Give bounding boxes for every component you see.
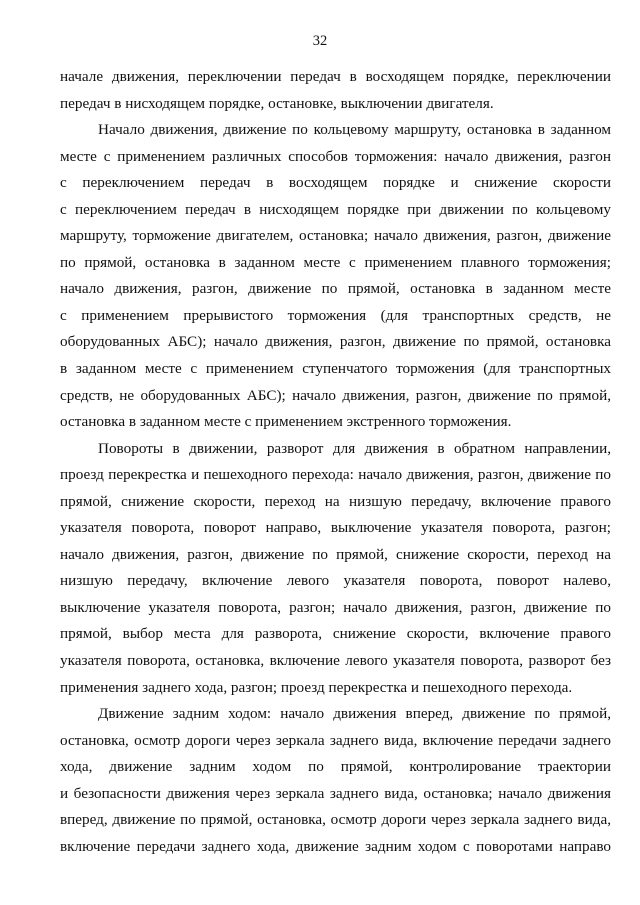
text-line: по прямой, остановка в заданном месте с применением плавного торможения; [60, 253, 611, 271]
text-line: оборудованных АБС); начало движения, разгон, движение по прямой, остановка [60, 333, 611, 351]
text-line: с применением прерывистого торможения (для транспортных средств, не [60, 306, 611, 324]
text-line: проезд перекрестка и пешеходного перехода: начало движения, разгон, движение по [60, 466, 611, 484]
text-line: остановка в заданном месте с применением экстренного торможения. [60, 413, 512, 431]
paragraph-start-line: Повороты в движении, разворот для движения в обратном направлении, [98, 439, 611, 457]
text-line: хода, движение задним ходом по прямой, контролирование траектории [60, 758, 611, 776]
text-line: месте с применением различных способов торможения: начало движения, разгон [60, 147, 611, 165]
text-line: начале движения, переключении передач в восходящем порядке, переключении [60, 68, 611, 85]
text-line: в заданном месте с применением ступенчатого торможения (для транспортных [60, 360, 611, 378]
text-line: указателя поворота, поворот направо, выключение указателя поворота, разгон; [60, 519, 611, 537]
text-line: включение передачи заднего хода, движение задним ходом с поворотами направо [60, 837, 611, 855]
text-line: вперед, движение по прямой, остановка, осмотр дороги через зеркала заднего вида, [60, 811, 611, 829]
text-line: и безопасности движения через зеркала заднего вида, остановка; начало движения [60, 784, 611, 802]
text-line: остановка, осмотр дороги через зеркала заднего вида, включение передачи заднего [60, 731, 611, 749]
text-line: начало движения, разгон, движение по прямой, снижение скорости, переход на [60, 545, 611, 563]
paragraph-start-line: Начало движения, движение по кольцевому маршруту, остановка в заданном [98, 121, 611, 139]
text-line: низшую передачу, включение левого указателя поворота, поворот налево, [60, 572, 611, 590]
text-line: начало движения, разгон, движение по прямой, остановка в заданном месте [60, 280, 611, 298]
text-line: передач в нисходящем порядке, остановке, выключении двигателя. [60, 94, 494, 112]
text-line: маршруту, торможение двигателем, остановка; начало движения, разгон, движение [60, 227, 611, 245]
text-line: средств, не оборудованных АБС); начало движения, разгон, движение по прямой, [60, 386, 611, 404]
page-number: 32 [312, 33, 328, 49]
text-line: выключение указателя поворота, разгон; начало движения, разгон, движение по [60, 598, 611, 616]
paragraph-start-line: Движение задним ходом: начало движения вперед, движение по прямой, [98, 705, 611, 723]
text-line: прямой, снижение скорости, переход на низшую передачу, включение правого [60, 492, 611, 510]
text-line: с переключением передач в нисходящем порядке при движении по кольцевому [60, 200, 611, 218]
text-line: указателя поворота, остановка, включение левого указателя поворота, разворот без [60, 652, 611, 670]
body-text [60, 64, 611, 860]
text-line: прямой, выбор места для разворота, снижение скорости, включение правого [60, 625, 611, 643]
text-line: применения заднего хода, разгон; проезд перекрестка и пешеходного перехода. [60, 678, 573, 696]
text-line: с переключением передач в восходящем порядке и снижение скорости [60, 174, 611, 192]
